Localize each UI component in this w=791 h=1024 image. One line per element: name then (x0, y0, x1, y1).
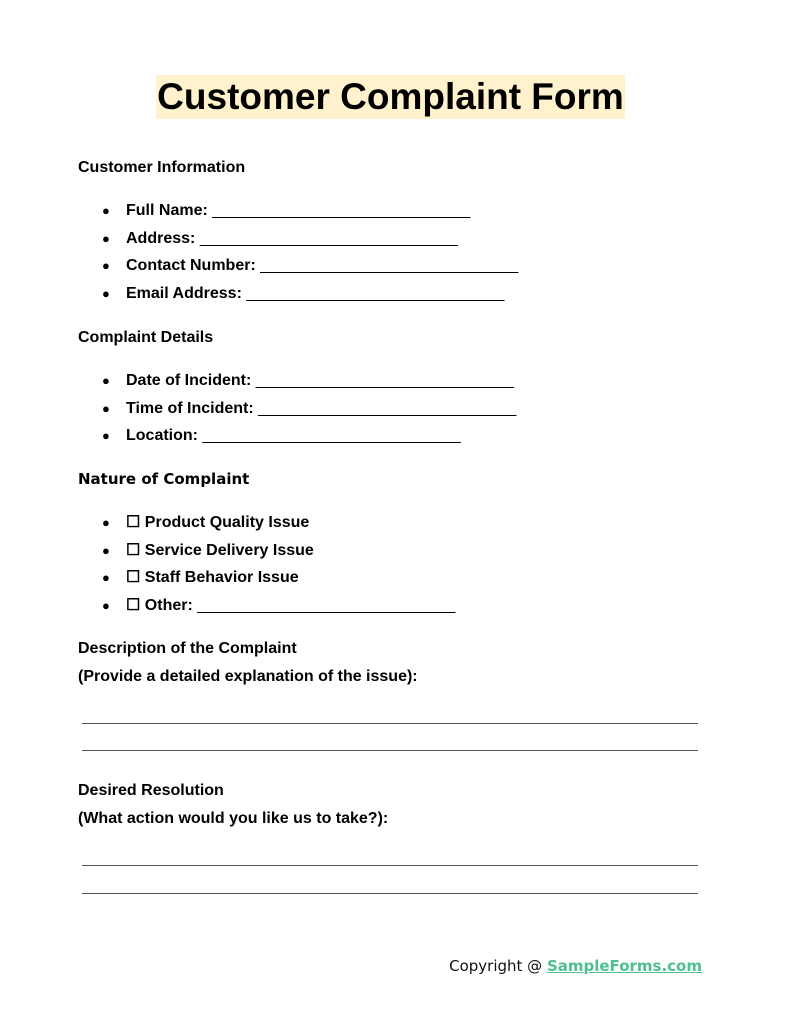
description-line-1[interactable] (82, 723, 698, 724)
field-time-of-incident[interactable]: ● Time of Incident: _____________________________ (78, 399, 516, 427)
complaint-details-list (78, 371, 516, 454)
option-product-quality[interactable]: ● ☐ Product Quality Issue (78, 513, 455, 541)
description-heading: Description of the Complaint (78, 640, 297, 657)
resolution-heading: Desired Resolution (78, 782, 224, 799)
resolution-line-1[interactable] (82, 865, 698, 866)
option-service-delivery[interactable]: ● ☐ Service Delivery Issue (78, 541, 455, 569)
nature-heading: Nature of Complaint (78, 470, 250, 488)
option-other[interactable]: ● ☐ Other: _____________________________ (78, 596, 455, 624)
field-date-of-incident[interactable]: ● Date of Incident: _____________________________ (78, 371, 516, 399)
checkbox-icon[interactable]: ☐ (126, 569, 141, 586)
checkbox-icon[interactable]: ☐ (126, 596, 141, 614)
checkbox-icon[interactable]: ☐ (126, 514, 141, 531)
checkbox-icon[interactable]: ☐ (126, 541, 141, 559)
resolution-prompt: (What action would you like us to take?): (78, 810, 389, 827)
field-contact-number[interactable]: ● Contact Number: _____________________________ (78, 256, 518, 284)
field-full-name[interactable]: ● Full Name: _____________________________ (78, 201, 518, 229)
brand-link[interactable]: SampleForms.com (546, 957, 702, 975)
field-email-address[interactable]: ● Email Address: _____________________________ (78, 284, 518, 312)
copyright-prefix: Copyright @ (449, 957, 547, 975)
customer-info-heading: Customer Information (78, 159, 246, 176)
field-location[interactable]: ● Location: _____________________________ (78, 426, 516, 454)
option-staff-behavior[interactable]: ● ☐ Staff Behavior Issue (78, 568, 455, 596)
resolution-line-2[interactable] (82, 893, 698, 894)
description-prompt: (Provide a detailed explanation of the issue): (78, 668, 418, 685)
customer-info-list (78, 201, 518, 311)
copyright-footer (449, 956, 702, 976)
nature-options-list (78, 513, 455, 623)
field-address[interactable]: ● Address: _____________________________ (78, 229, 518, 257)
description-line-2[interactable] (82, 750, 698, 751)
title-wrap (0, 75, 791, 119)
complaint-details-heading: Complaint Details (78, 329, 214, 346)
page-title: Customer Complaint Form (157, 76, 624, 117)
